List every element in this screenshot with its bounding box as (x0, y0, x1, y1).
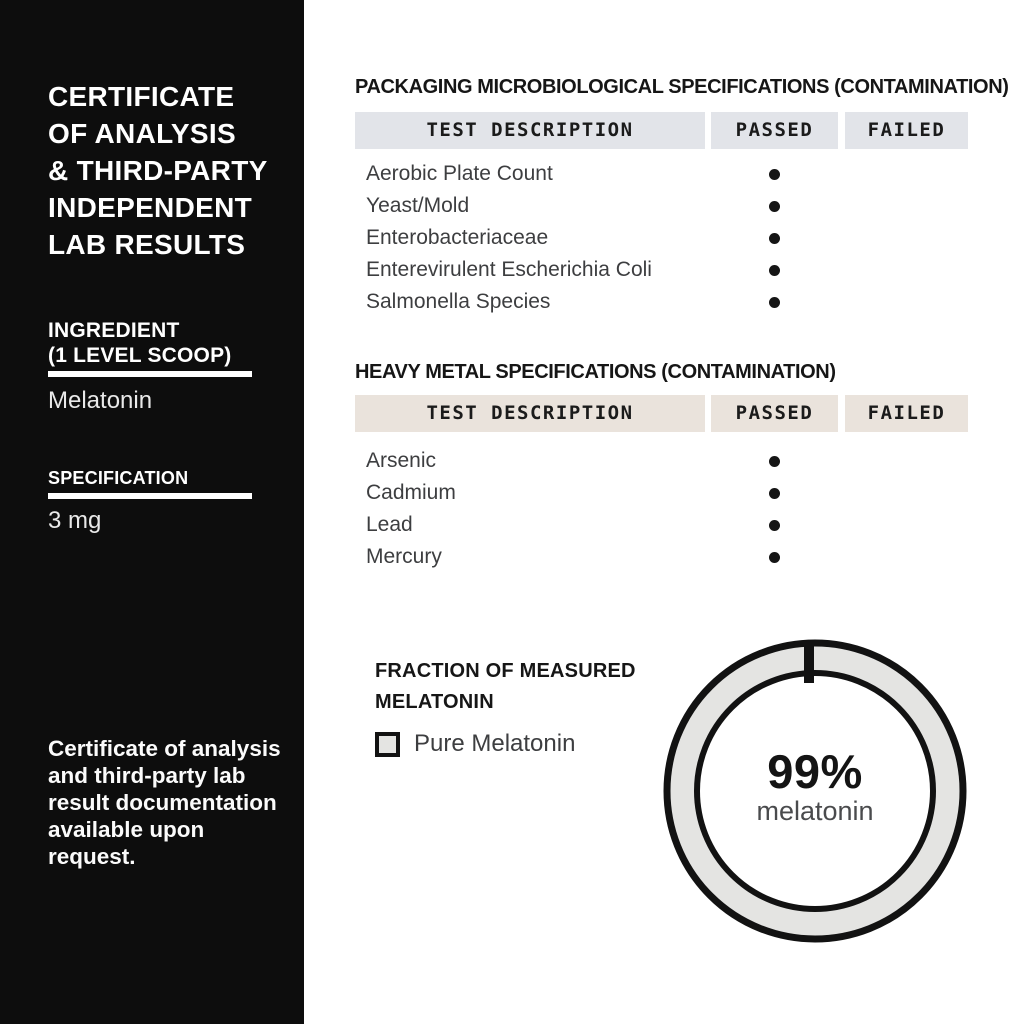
column-header-passed: PASSED (711, 112, 838, 149)
passed-cell (711, 222, 838, 254)
passed-dot-icon (769, 552, 780, 563)
failed-cell (845, 509, 968, 541)
table-row (355, 254, 968, 286)
passed-dot-icon (769, 456, 780, 467)
donut-center-value: 99% (767, 745, 863, 798)
passed-cell (711, 541, 838, 573)
legend-label: Pure Melatonin (414, 730, 576, 757)
passed-dot-icon (769, 169, 780, 180)
table-row (355, 509, 968, 541)
sidebar (0, 0, 304, 1024)
table-row (355, 286, 968, 318)
failed-cell (845, 477, 968, 509)
page-title-line: INDEPENDENT (48, 192, 252, 223)
divider-bar (48, 493, 252, 499)
passed-dot-icon (769, 520, 780, 531)
test-description: Mercury (366, 545, 442, 568)
passed-dot-icon (769, 297, 780, 308)
column-header-failed: FAILED (845, 395, 968, 432)
page-title-line: LAB RESULTS (48, 229, 246, 260)
failed-cell (845, 254, 968, 286)
test-description: Cadmium (366, 481, 456, 504)
passed-cell (711, 158, 838, 190)
page-title-line: & THIRD-PARTY (48, 155, 268, 186)
failed-cell (845, 541, 968, 573)
micro-table-title: PACKAGING MICROBIOLOGICAL SPECIFICATIONS (CONTAMINATION) (355, 76, 1009, 98)
test-description: Enterobacteriaceae (366, 226, 549, 249)
table-row (355, 477, 968, 509)
passed-cell (711, 445, 838, 477)
passed-cell (711, 190, 838, 222)
column-header-passed: PASSED (711, 395, 838, 432)
page-title (48, 78, 268, 263)
passed-dot-icon (769, 201, 780, 212)
passed-dot-icon (769, 265, 780, 276)
passed-cell (711, 286, 838, 318)
table-row (355, 158, 968, 190)
ingredient-value: Melatonin (48, 387, 153, 414)
chart-legend (375, 730, 575, 758)
test-description: Lead (366, 513, 413, 536)
failed-cell (845, 158, 968, 190)
passed-dot-icon (769, 233, 780, 244)
failed-cell (845, 190, 968, 222)
test-description: Aerobic Plate Count (366, 162, 553, 185)
ingredient-label: INGREDIENT (1 LEVEL SCOOP) (48, 319, 232, 367)
table-row (355, 541, 968, 573)
passed-cell (711, 254, 838, 286)
test-description: Salmonella Species (366, 290, 551, 313)
table-header-row (355, 112, 968, 149)
passed-dot-icon (769, 488, 780, 499)
table-row (355, 222, 968, 254)
test-description: Arsenic (366, 449, 437, 472)
column-header-test-description: TEST DESCRIPTION (355, 112, 705, 149)
page-title-line: CERTIFICATE (48, 81, 235, 112)
table-rows (355, 158, 968, 318)
heavy-metal-table-title: HEAVY METAL SPECIFICATIONS (CONTAMINATION) (355, 361, 836, 383)
failed-cell (845, 286, 968, 318)
column-header-failed: FAILED (845, 112, 968, 149)
donut-center-label: melatonin (756, 796, 874, 826)
failed-cell (845, 445, 968, 477)
test-description: Yeast/Mold (366, 194, 470, 217)
passed-cell (711, 509, 838, 541)
specification-value: 3 mg (48, 507, 102, 534)
donut-center-text (663, 745, 967, 827)
table-row (355, 445, 968, 477)
table-header-row (355, 395, 968, 432)
availability-footnote: Certificate of analysis and third-party lab result documentation available upon request. (48, 736, 281, 869)
failed-cell (845, 222, 968, 254)
fraction-section-title: FRACTION OF MEASURED MELATONIN (375, 660, 636, 713)
table-rows (355, 445, 968, 573)
divider-bar (48, 371, 252, 377)
test-description: Enterevirulent Escherichia Coli (366, 258, 652, 281)
passed-cell (711, 477, 838, 509)
page-title-line: OF ANALYSIS (48, 118, 236, 149)
legend-swatch-icon (375, 732, 400, 757)
column-header-test-description: TEST DESCRIPTION (355, 395, 705, 432)
specification-label: SPECIFICATION (48, 468, 189, 488)
table-row (355, 190, 968, 222)
